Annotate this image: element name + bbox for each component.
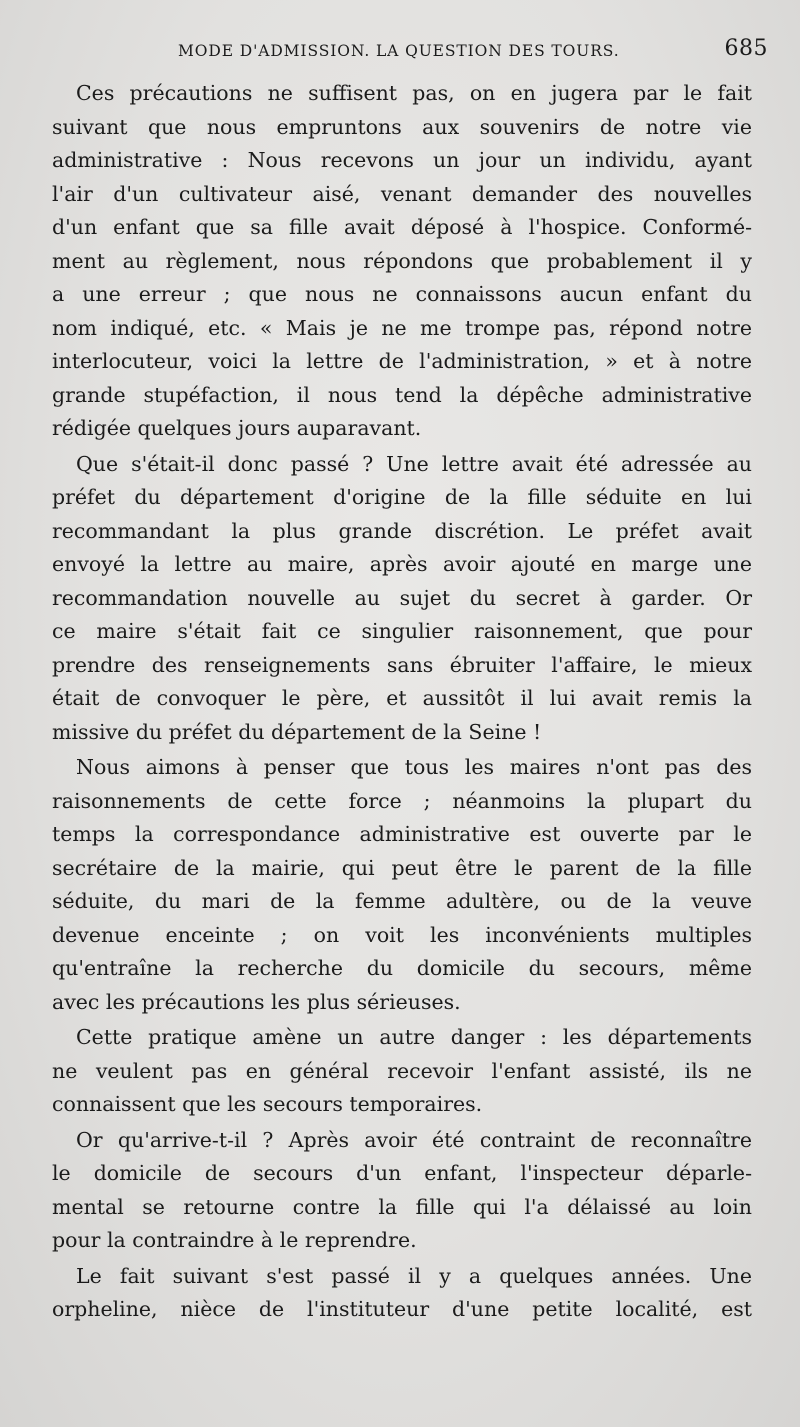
text-line: suivant que nous empruntons aux souvenirs de notre vie: [52, 114, 752, 139]
text-line: avec les précautions les plus sérieuses.: [52, 989, 461, 1014]
text-line: recommandant la plus grande discrétion. Le préfet avait: [52, 518, 752, 543]
text-line: secrétaire de la mairie, qui peut être le parent de la fille: [52, 855, 752, 880]
text-line: raisonnements de cette force ; néanmoins la plupart du: [52, 788, 752, 813]
paragraph: [52, 1260, 752, 1327]
text-line: grande stupéfaction, il nous tend la dépêche administrative: [52, 382, 752, 407]
running-header: [52, 36, 768, 72]
text-line: Ces précautions ne suffisent pas, on en jugera par le fait: [76, 81, 752, 105]
text-line: qu'entraîne la recherche du domicile du secours, même: [52, 956, 752, 980]
chapter-title: MODE D'ADMISSION. LA QUESTION DES TOURS.: [178, 42, 620, 60]
text-line: interlocuteur, voici la lettre de l'administration, » et à notre: [52, 349, 752, 373]
body-text: [52, 77, 752, 1327]
text-line: Le fait suivant s'est passé il y a quelques années. Une: [76, 1263, 752, 1288]
text-line: séduite, du mari de la femme adultère, ou de la veuve: [52, 889, 752, 913]
text-line: temps la correspondance administrative est ouverte par le: [52, 822, 752, 846]
text-line: le domicile de secours d'un enfant, l'inspecteur déparle-: [52, 1161, 752, 1185]
text-line: Que s'était-il donc passé ? Une lettre avait été adressée au: [76, 451, 752, 476]
text-line: envoyé la lettre au maire, après avoir ajouté en marge une: [52, 552, 752, 576]
text-line: recommandation nouvelle au sujet du secret à garder. Or: [52, 585, 752, 610]
text-line: ment au règlement, nous répondons que probablement il y: [52, 248, 752, 273]
text-line: pour la contraindre à le reprendre.: [52, 1228, 417, 1252]
paragraph: [52, 1021, 752, 1122]
paragraph: [52, 448, 752, 750]
page-number: 685: [724, 36, 768, 61]
text-line: nom indiqué, etc. « Mais je ne me trompe pas, répond notre: [52, 315, 752, 340]
text-line: l'air d'un cultivateur aisé, venant demander des nouvelles: [52, 181, 752, 206]
text-line: rédigée quelques jours auparavant.: [52, 416, 422, 440]
text-line: mental se retourne contre la fille qui l'a délaissé au loin: [52, 1194, 752, 1219]
text-line: prendre des renseignements sans ébruiter l'affaire, le mieux: [52, 652, 752, 677]
paragraph: [52, 1124, 752, 1258]
text-line: missive du préfet du département de la Seine !: [52, 719, 542, 744]
text-line: a une erreur ; que nous ne connaissons aucun enfant du: [52, 282, 752, 306]
text-line: connaissent que les secours temporaires.: [52, 1092, 483, 1116]
text-line: ce maire s'était fait ce singulier raisonnement, que pour: [52, 619, 752, 643]
paragraph: [52, 751, 752, 1019]
text-line: d'un enfant que sa fille avait déposé à l'hospice. Conformé-: [52, 215, 752, 239]
text-line: Cette pratique amène un autre danger : les départements: [76, 1025, 752, 1049]
text-line: était de convoquer le père, et aussitôt il lui avait remis la: [52, 686, 752, 710]
text-line: Nous aimons à penser que tous les maires n'ont pas des: [76, 755, 752, 779]
text-line: devenue enceinte ; on voit les inconvénients multiples: [52, 922, 752, 947]
text-line: ne veulent pas en général recevoir l'enfant assisté, ils ne: [52, 1058, 752, 1083]
paragraph: [52, 77, 752, 446]
text-line: orpheline, nièce de l'instituteur d'une petite localité, est: [52, 1297, 752, 1321]
text-line: Or qu'arrive-t-il ? Après avoir été contraint de reconnaître: [76, 1127, 752, 1152]
text-line: préfet du département d'origine de la fille séduite en lui: [52, 485, 752, 509]
text-line: administrative : Nous recevons un jour un individu, ayant: [52, 148, 752, 172]
